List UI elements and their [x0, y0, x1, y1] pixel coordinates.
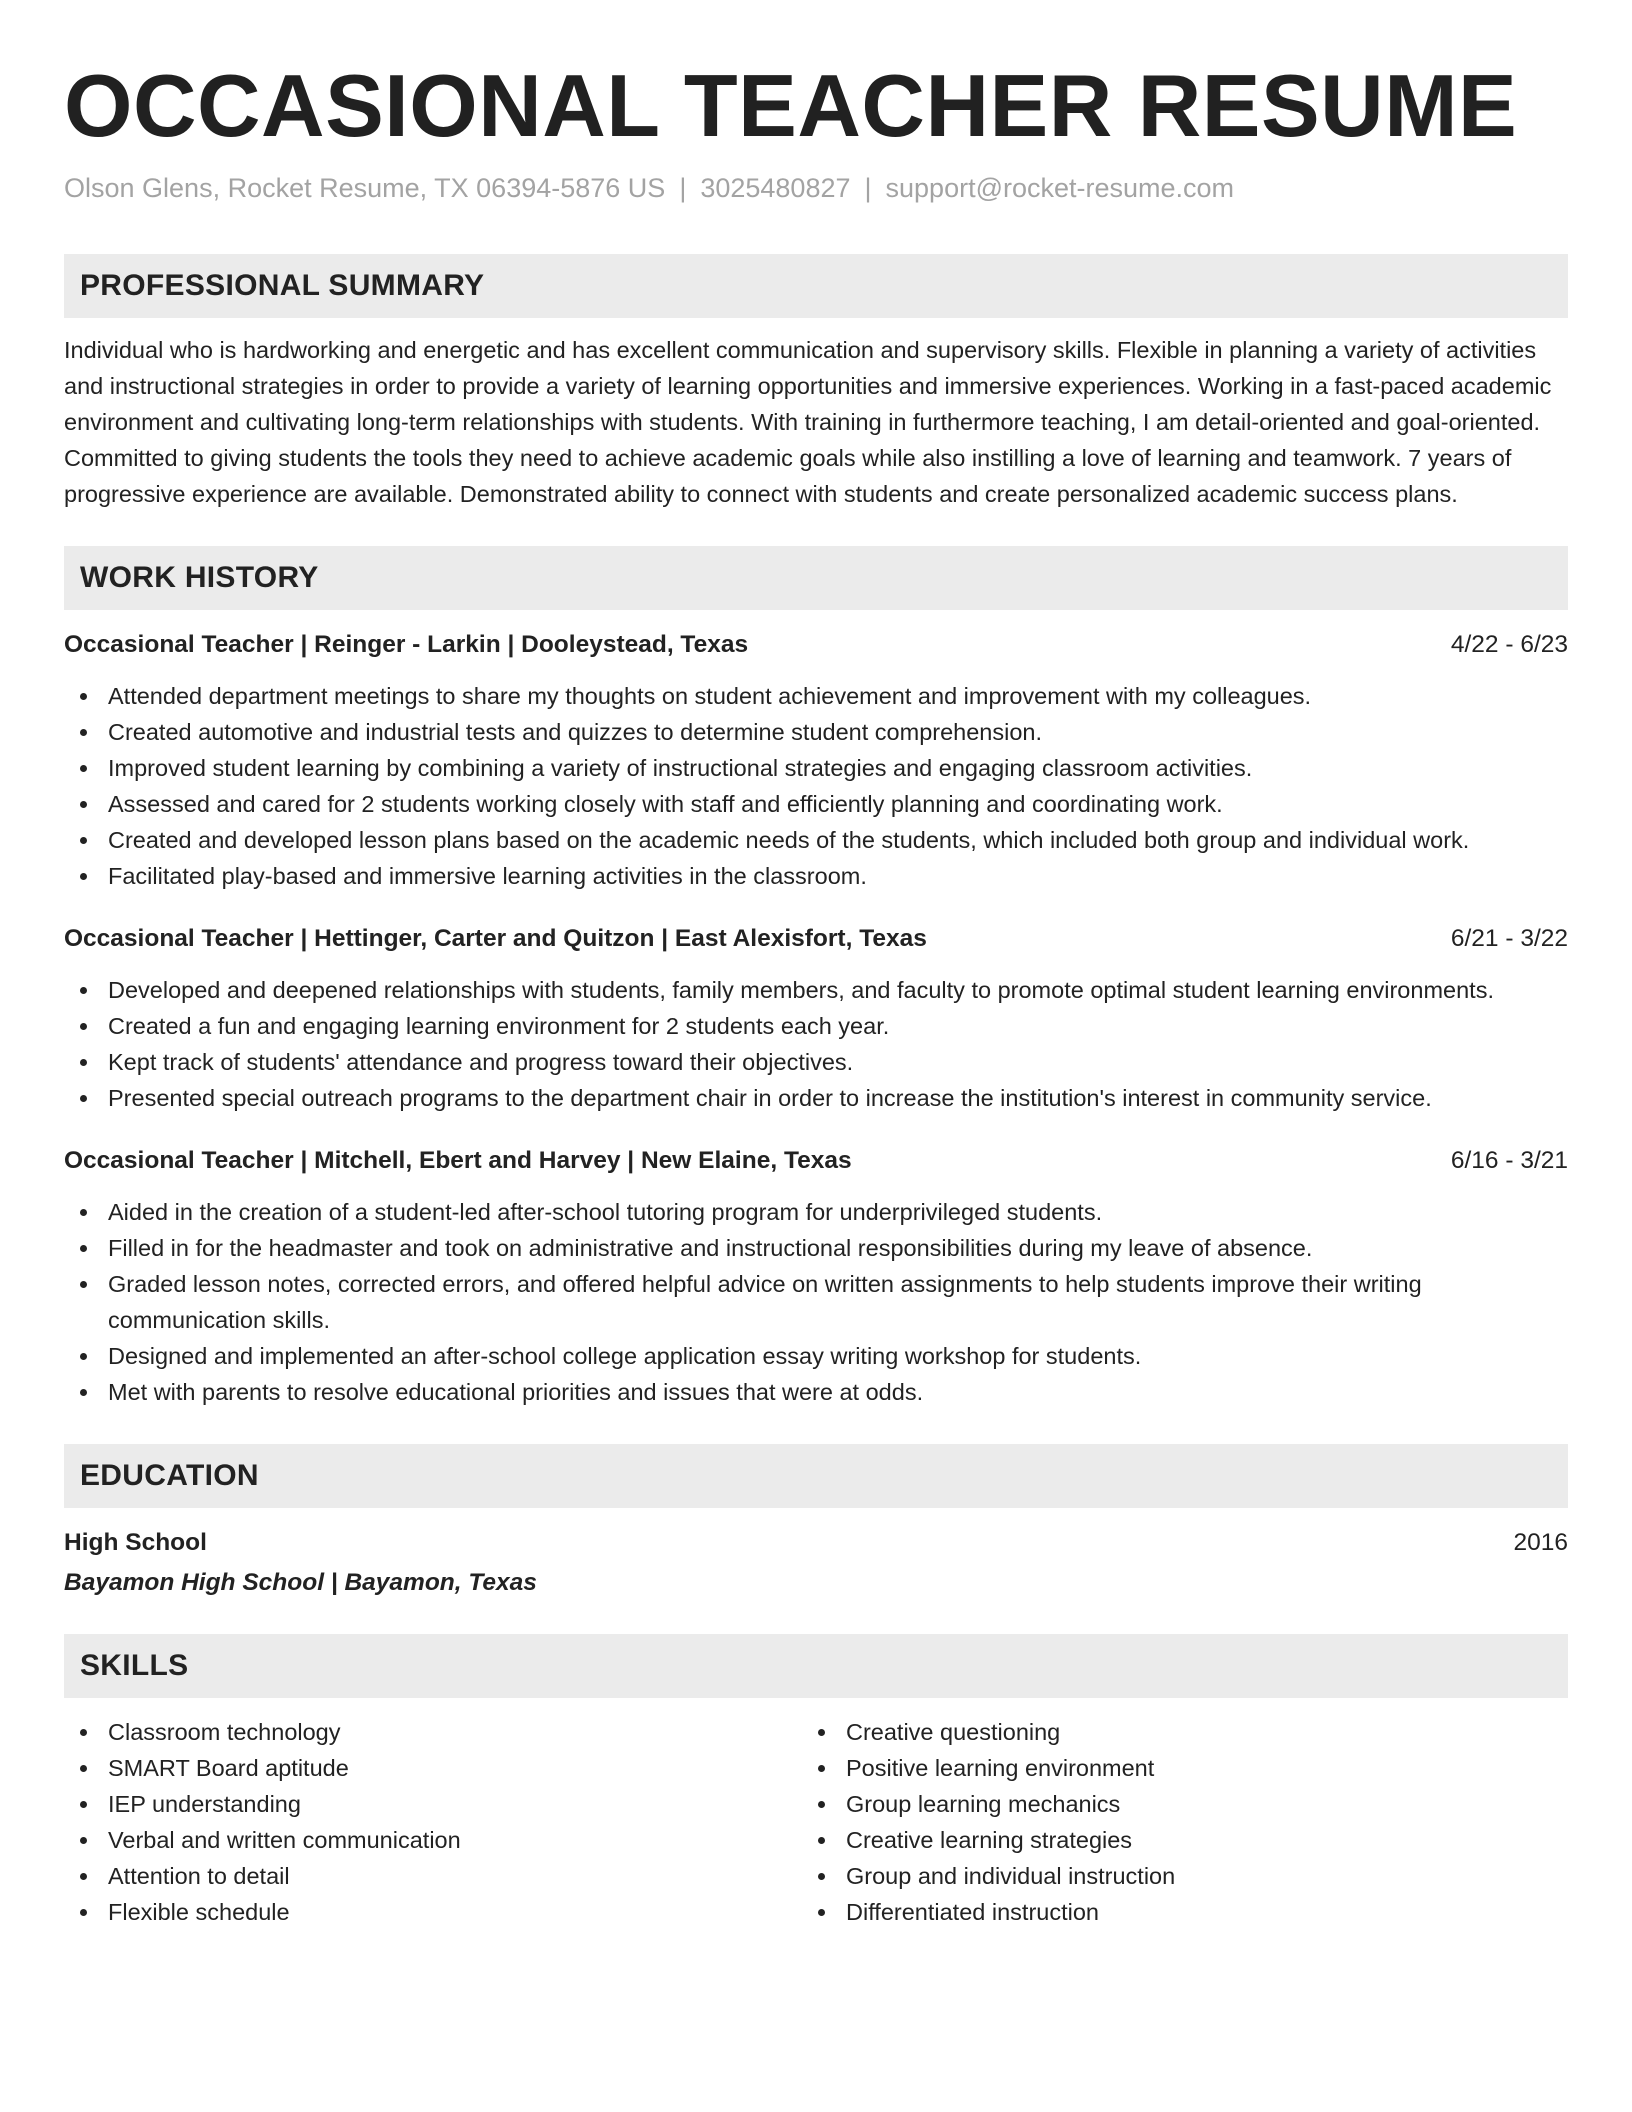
skill-item: SMART Board aptitude — [64, 1750, 802, 1786]
summary-text: Individual who is hardworking and energetic and has excellent communication and supervisory skills. Flexible in planning a variety of activities and instructional strategies in order to provide a variety of learning opportunities and immersive experiences. Working in a fast-paced academic environment and cultivating long-term relationships with students. With training in furthermore teaching, I am detail-oriented and goal-oriented. Committed to giving students the tools they need to achieve academic goals while also instilling a love of learning and teamwork. 7 years of progressive experience are available. Demonstrated ability to connect with students and create personalized academic success plans. — [64, 337, 1552, 507]
job-bullet: Improved student learning by combining a variety of instructional strategies and engaging classroom activities. — [64, 750, 1568, 786]
job-entry — [64, 1144, 1568, 1410]
contact-separator: | — [864, 173, 872, 203]
job-bullet: Created a fun and engaging learning environment for 2 students each year. — [64, 1008, 1568, 1044]
contact-phone: 3025480827 — [700, 173, 851, 203]
skill-item: Attention to detail — [64, 1858, 802, 1894]
skill-item: Positive learning environment — [802, 1750, 1540, 1786]
education-school: Bayamon High School | Bayamon, Texas — [64, 1569, 537, 1596]
job-header — [64, 922, 1568, 956]
job-bullet: Developed and deepened relationships with students, family members, and faculty to promote optimal student learning environments. — [64, 972, 1568, 1008]
summary-heading: PROFESSIONAL SUMMARY — [64, 254, 1568, 318]
job-header — [64, 1144, 1568, 1178]
job-bullet: Attended department meetings to share my thoughts on student achievement and improvement with my colleagues. — [64, 678, 1568, 714]
job-title: Occasional Teacher | Hettinger, Carter and Quitzon | East Alexisfort, Texas — [64, 925, 927, 952]
work-history-heading: WORK HISTORY — [64, 546, 1568, 610]
skills-column-right — [802, 1714, 1540, 1930]
contact-address: Olson Glens, Rocket Resume, TX 06394-5876 US — [64, 173, 666, 203]
job-bullet: Assessed and cared for 2 students working closely with staff and efficiently planning and coordinating work. — [64, 786, 1568, 822]
skill-item: Creative learning strategies — [802, 1822, 1540, 1858]
job-bullet: Created and developed lesson plans based on the academic needs of the students, which included both group and individual work. — [64, 822, 1568, 858]
job-title: Occasional Teacher | Reinger - Larkin | Dooleystead, Texas — [64, 631, 749, 658]
job-bullet: Created automotive and industrial tests and quizzes to determine student comprehension. — [64, 714, 1568, 750]
job-entry — [64, 628, 1568, 894]
skills-heading: SKILLS — [64, 1634, 1568, 1698]
job-bullets — [64, 678, 1568, 894]
skill-item: IEP understanding — [64, 1786, 802, 1822]
education-year: 2016 — [1513, 1529, 1568, 1556]
skill-item: Flexible schedule — [64, 1894, 802, 1930]
job-bullet: Met with parents to resolve educational priorities and issues that were at odds. — [64, 1374, 1568, 1410]
skill-item: Verbal and written communication — [64, 1822, 802, 1858]
job-entry — [64, 922, 1568, 1116]
summary-section — [64, 254, 1568, 512]
job-bullets — [64, 972, 1568, 1116]
skills-column-left — [64, 1714, 802, 1930]
job-bullet: Kept track of students' attendance and progress toward their objectives. — [64, 1044, 1568, 1080]
contact-line — [64, 170, 1568, 206]
education-heading: EDUCATION — [64, 1444, 1568, 1508]
contact-email: support@rocket-resume.com — [885, 173, 1235, 203]
education-entry — [64, 1526, 1568, 1560]
skills-section — [64, 1634, 1568, 1930]
contact-separator: | — [679, 173, 687, 203]
skill-item: Classroom technology — [64, 1714, 802, 1750]
education-section — [64, 1444, 1568, 1600]
skill-item: Group learning mechanics — [802, 1786, 1540, 1822]
skills-grid — [64, 1714, 1568, 1930]
skills-list — [64, 1714, 802, 1930]
skill-item: Differentiated instruction — [802, 1894, 1540, 1930]
education-degree: High School — [64, 1529, 207, 1556]
job-header — [64, 628, 1568, 662]
job-bullet: Filled in for the headmaster and took on administrative and instructional responsibilities during my leave of absence. — [64, 1230, 1568, 1266]
resume-title: OCCASIONAL TEACHER RESUME — [64, 56, 1518, 155]
job-dates: 6/21 - 3/22 — [1450, 925, 1568, 952]
job-bullet: Designed and implemented an after-school college application essay writing workshop for students. — [64, 1338, 1568, 1374]
job-dates: 4/22 - 6/23 — [1450, 631, 1568, 658]
job-bullet: Presented special outreach programs to the department chair in order to increase the institution's interest in community service. — [64, 1080, 1568, 1116]
job-bullet: Graded lesson notes, corrected errors, and offered helpful advice on written assignments to help students improve their writing communication skills. — [64, 1266, 1568, 1338]
job-bullet: Facilitated play-based and immersive learning activities in the classroom. — [64, 858, 1568, 894]
job-title: Occasional Teacher | Mitchell, Ebert and Harvey | New Elaine, Texas — [64, 1147, 852, 1174]
skill-item: Creative questioning — [802, 1714, 1540, 1750]
skills-list — [802, 1714, 1540, 1930]
skill-item: Group and individual instruction — [802, 1858, 1540, 1894]
job-dates: 6/16 - 3/21 — [1450, 1147, 1568, 1174]
job-bullet: Aided in the creation of a student-led after-school tutoring program for underprivileged students. — [64, 1194, 1568, 1230]
job-bullets — [64, 1194, 1568, 1410]
work-history-section — [64, 546, 1568, 1410]
